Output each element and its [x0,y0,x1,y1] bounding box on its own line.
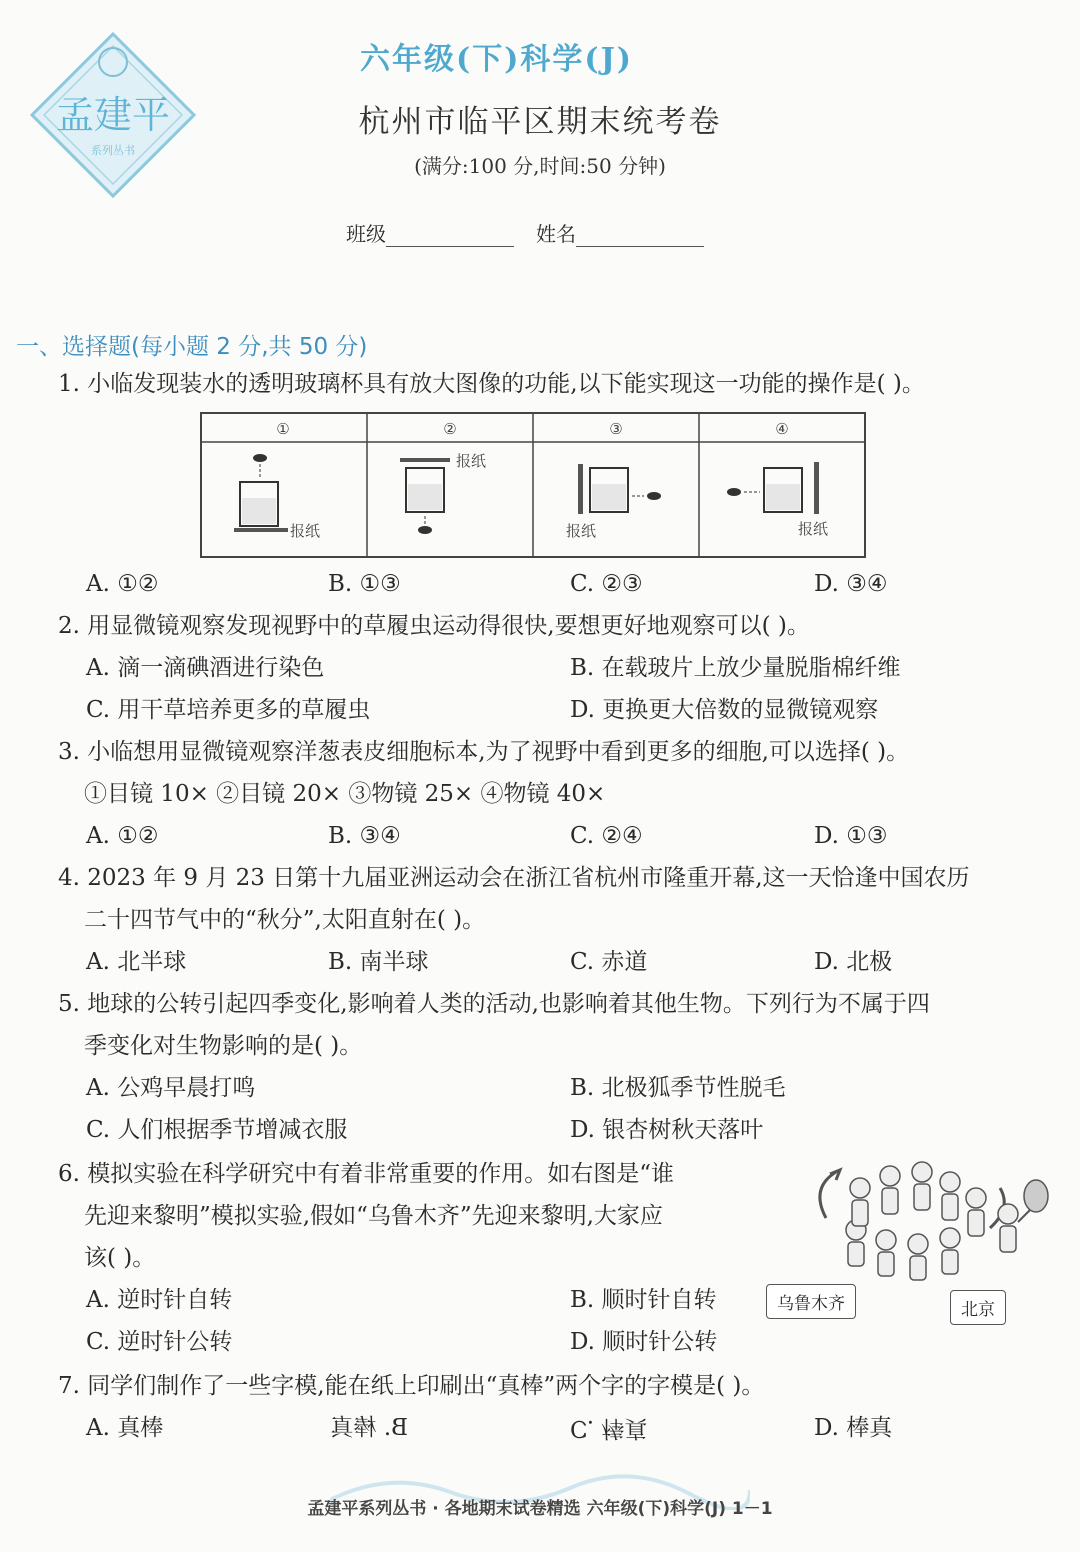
q1-option-b[interactable]: B. ①③ [328,571,401,597]
q4-option-c[interactable]: C. 赤道 [570,949,648,975]
q3-option-b[interactable]: B. ③④ [328,823,401,849]
student-info [346,218,726,247]
question-7-stem: 7. 同学们制作了一些字模,能在纸上印刷出“真棒”两个字的字模是( )。 [58,1373,765,1399]
q6-option-b[interactable]: B. 顺时针自转 [570,1287,717,1313]
q6-option-d[interactable]: D. 顺时针公转 [570,1329,718,1355]
page-footer: 孟建平系列丛书 · 各地期末试卷精选 六年级(下)科学(J) 1－1 [307,1499,773,1519]
question-3-items: ①目镜 10× ②目镜 20× ③物镜 25× ④物镜 40× [84,781,606,807]
question-5-stem-cont: 季变化对生物影响的是( )。 [84,1033,363,1059]
q5-option-d[interactable]: D. 银杏树秋天落叶 [570,1117,764,1143]
q7-option-b[interactable]: B. 棒真 [330,1415,408,1441]
beijing-sign: 北京 [950,1290,1006,1325]
svg-text:报纸: 报纸 [798,520,829,538]
q5-option-b[interactable]: B. 北极狐季节性脱毛 [570,1075,786,1101]
svg-text:系列丛书: 系列丛书 [91,144,135,157]
exam-info: (满分:100 分,时间:50 分钟) [414,154,666,178]
svg-text:报纸: 报纸 [456,452,487,470]
question-2-stem: 2. 用显微镜观察发现视野中的草履虫运动得很快,要想更好地观察可以( )。 [58,613,810,639]
q1-option-d[interactable]: D. ③④ [814,571,888,597]
q4-option-a[interactable]: A. 北半球 [86,949,187,975]
q1-option-c[interactable]: C. ②③ [570,571,643,597]
q6-option-c[interactable]: C. 逆时针公转 [86,1329,233,1355]
name-label: 姓名 [536,222,576,246]
question-4-stem: 4. 2023 年 9 月 23 日第十九届亚洲运动会在浙江省杭州市隆重开幕,这一天恰逢中国农历 [58,865,970,891]
q7-option-a[interactable]: A. 真棒 [86,1415,164,1441]
q3-option-a[interactable]: A. ①② [86,823,159,849]
section-title: 一、选择题(每小题 2 分,共 50 分) [16,334,368,360]
question-6-stem-cont: 先迎来黎明”模拟实验,假如“乌鲁木齐”先迎来黎明,大家应 [84,1203,663,1229]
q6-option-a[interactable]: A. 逆时针自转 [86,1287,233,1313]
svg-text:报纸: 报纸 [566,522,597,540]
question-1-figure [200,412,866,558]
beaker-setup-3 [566,464,661,540]
fig-col-label: ① [276,420,290,438]
svg-text:报纸: 报纸 [290,522,321,540]
beaker-setup-2 [400,452,486,534]
q1-option-a[interactable]: A. ①② [86,571,159,597]
question-6-stem: 6. 模拟实验在科学研究中有着非常重要的作用。如右图是“谁 [58,1161,675,1187]
question-5-stem: 5. 地球的公转引起四季变化,影响着人类的活动,也影响着其他生物。下列行为不属于四 [58,991,930,1017]
name-blank[interactable] [576,224,704,247]
q7-option-d[interactable]: D. 棒真 [814,1415,893,1441]
q3-option-c[interactable]: C. ②④ [570,823,643,849]
q5-option-c[interactable]: C. 人们根据季节增减衣服 [86,1117,348,1143]
q5-option-a[interactable]: A. 公鸡早晨打鸣 [86,1075,256,1101]
question-3-stem: 3. 小临想用显微镜观察洋葱表皮细胞标本,为了视野中看到更多的细胞,可以选择( )。 [58,739,910,765]
fig-col-label: ③ [609,420,623,438]
question-6-stem-cont2: 该( )。 [84,1245,156,1271]
svg-text:孟建平: 孟建平 [55,93,171,137]
q3-option-d[interactable]: D. ①③ [814,823,888,849]
question-1-stem: 1. 小临发现装水的透明玻璃杯具有放大图像的功能,以下能实现这一功能的操作是( )。 [58,371,925,397]
urumqi-sign: 乌鲁木齐 [766,1284,856,1319]
q7-option-c[interactable]: C. 棒真 [570,1415,648,1441]
beaker-setup-4 [727,462,828,538]
class-label: 班级 [346,222,386,246]
class-blank[interactable] [386,224,514,247]
fig-col-label: ② [443,420,457,438]
series-title: 六年级(下)科学(J) [360,42,633,77]
q4-option-b[interactable]: B. 南半球 [328,949,429,975]
q2-option-c[interactable]: C. 用干草培养更多的草履虫 [86,697,371,723]
q2-option-a[interactable]: A. 滴一滴碘酒进行染色 [86,655,325,681]
children-circle-illustration [790,1158,1060,1288]
fig-col-label: ④ [775,420,789,438]
question-4-stem-cont: 二十四节气中的“秋分”,太阳直射在( )。 [84,907,486,933]
q2-option-b[interactable]: B. 在载玻片上放少量脱脂棉纤维 [570,655,901,681]
exam-title: 杭州市临平区期末统考卷 [358,104,722,140]
q2-option-d[interactable]: D. 更换更大倍数的显微镜观察 [570,697,879,723]
beaker-setup-1 [234,454,320,540]
q4-option-d[interactable]: D. 北极 [814,949,893,975]
